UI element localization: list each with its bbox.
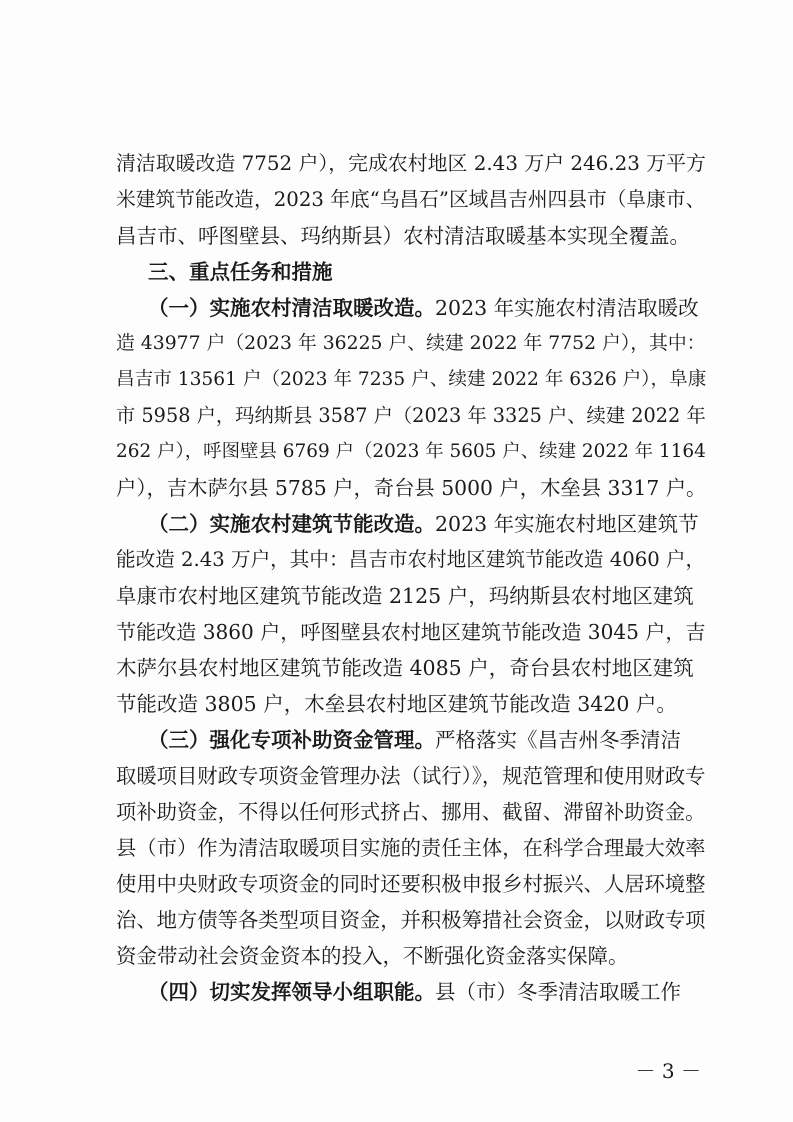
line-text: 县（市）冬季清洁取暖工作 [435, 980, 681, 1004]
text-line [116, 795, 706, 829]
text-line [116, 147, 706, 181]
text-line [116, 615, 706, 649]
line-text: 米建筑节能改造，2023 年底“乌昌石”区域昌吉州四县市（阜康市、 [116, 188, 706, 211]
text-line [116, 543, 705, 577]
subsection-title: （四）切实发挥领导小组职能。 [148, 980, 435, 1004]
line-text: 节能改造 3805 户，木垒县农村地区建筑节能改造 3420 户。 [116, 692, 677, 716]
text-line [116, 219, 690, 253]
text-line [116, 867, 706, 901]
subsection-title: （三）强化专项补助资金管理。 [148, 728, 435, 752]
text-line [116, 579, 694, 613]
section-heading [148, 255, 333, 289]
text-line [116, 651, 694, 685]
subsection-line [148, 291, 699, 325]
text-line [116, 903, 706, 937]
subsection-line [148, 723, 681, 757]
text-line [116, 363, 706, 397]
text-line [116, 435, 706, 469]
line-text: 取暖项目财政专项资金管理办法（试行）》，规范管理和使用财政专 [116, 764, 706, 788]
page-number: － 3 － [635, 1059, 701, 1083]
subsection-line [148, 975, 681, 1009]
line-text: 能改造 2.43 万户，其中：昌吉市农村地区建筑节能改造 4060 户， [116, 548, 706, 571]
line-text: 清洁取暖改造 7752 户），完成农村地区 2.43 万户 246.23 万平方 [116, 152, 706, 175]
line-text: 昌吉市 13561 户（2023 年 7235 户、续建 2022 年 6326 户），阜康 [116, 369, 707, 390]
line-text: 木萨尔县农村地区建筑节能改造 4085 户，奇台县农村地区建筑 [116, 656, 694, 680]
subsection-title: （二）实施农村建筑节能改造。 [148, 512, 435, 536]
heading-text: 三、重点任务和措施 [148, 260, 333, 284]
line-text: 资金带动社会资金资本的投入，不断强化资金落实保障。 [116, 944, 629, 968]
line-text: 严格落实《昌吉州冬季清洁 [435, 728, 681, 752]
text-line [116, 399, 706, 433]
line-text: 昌吉市、呼图壁县、玛纳斯县）农村清洁取暖基本实现全覆盖。 [116, 224, 690, 248]
line-text: 治、地方债等各类型项目资金，并积极筹措社会资金，以财政专项 [116, 908, 706, 932]
subsection-title: （一）实施农村清洁取暖改造。 [148, 296, 435, 320]
line-text: 节能改造 3860 户，呼图壁县农村地区建筑节能改造 3045 户，吉 [116, 620, 706, 644]
text-line [116, 687, 677, 721]
line-text: 阜康市农村地区建筑节能改造 2125 户，玛纳斯县农村地区建筑 [116, 584, 694, 608]
line-text: 使用中央财政专项资金的同时还要积极申报乡村振兴、人居环境整 [116, 872, 706, 896]
text-line [116, 327, 705, 361]
line-text: 造 43977 户（2023 年 36225 户、续建 2022 年 7752 户），其中： [116, 333, 706, 354]
line-text: 2023 年实施农村清洁取暖改 [435, 296, 699, 320]
text-line [116, 759, 706, 793]
line-text: 2023 年实施农村地区建筑节 [435, 512, 699, 536]
line-text: 项补助资金，不得以任何形式挤占、挪用、截留、滞留补助资金。 [116, 800, 706, 824]
text-line [116, 831, 706, 865]
text-line [116, 183, 705, 217]
line-text: 县（市）作为清洁取暖项目实施的责任主体，在科学合理最大效率 [116, 836, 706, 860]
text-line [116, 939, 629, 973]
subsection-line [148, 507, 699, 541]
text-line [116, 471, 706, 505]
line-text: 户），吉木萨尔县 5785 户，奇台县 5000 户，木垒县 3317 户。 [116, 476, 707, 500]
line-text: 市 5958 户，玛纳斯县 3587 户（2023 年 3325 户、续建 2022 年 [116, 404, 706, 427]
line-text: 262 户），呼图壁县 6769 户（2023 年 5605 户、续建 2022 年 1164 [116, 441, 706, 462]
